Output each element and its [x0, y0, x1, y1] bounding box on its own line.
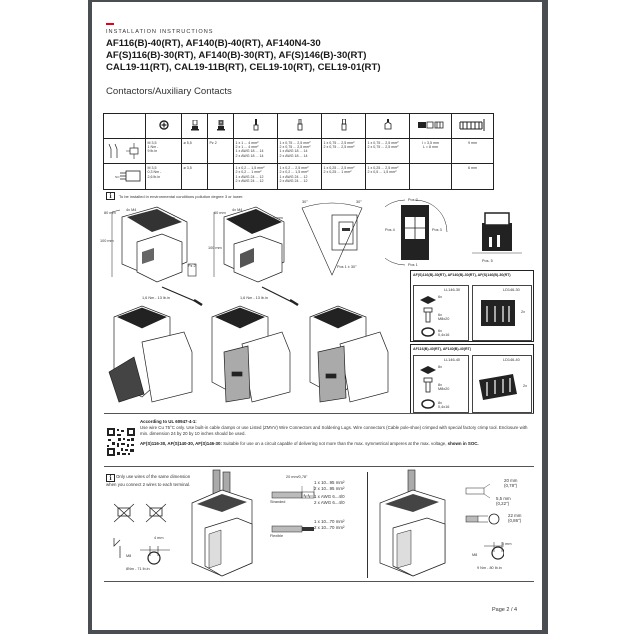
ferrule-insulated-icon [341, 119, 347, 131]
torque-label: 1,6 Nm - 13 lb.in [240, 296, 268, 300]
torque-label: 1,6 Nm - 13 lb.in [142, 296, 170, 300]
info-note-text: To be installed in environmental conditions pollution degree 3 or lower. [119, 193, 244, 199]
header-cell-torque [146, 114, 182, 139]
terminal-screw-diagram [110, 536, 180, 570]
contactor-with-wires-drawing [187, 468, 262, 578]
lug-width-spec: 22 mm (0,86") [508, 513, 522, 523]
lug-cell [410, 164, 452, 189]
terminal-width-label: 4 mm [154, 536, 164, 540]
header-cell-solid [234, 114, 278, 139]
assembly-steps-drawing [104, 302, 404, 410]
header-cell-ferrule-insulated [322, 114, 366, 139]
tool-label: Pz 2 [188, 264, 196, 268]
header-cell-pz-driver [208, 114, 234, 139]
ul-para-2: AF(S)116-30, AF(S)140-30, AF(S)146-30: Suitable for use on a circuit capable of delivering not more than the max. symmetrical amperes at the max. voltage, shown in SOC. [140, 441, 479, 446]
strip-length-label: 20 mm/0,78" [286, 475, 308, 479]
pozidriv-screw-icon [159, 120, 169, 130]
strip-length-icon [459, 119, 487, 131]
kit-panel: AF(S)116(B)-30(RT), AF140(B)-30(RT), AF(S)146(B)-30(RT) LL146-30 6x 6x M8x20 6x 0,4x16 LD146-30 2x [410, 270, 534, 342]
torque-label: 9 Nm - 80 lb.in [477, 566, 502, 570]
symbol-cell [104, 139, 146, 164]
terminal-width-label: 5 mm [502, 542, 512, 546]
pos-1-label: Pos 1 [408, 263, 418, 267]
info-icon: i [106, 474, 115, 482]
header-cell-ferrule [278, 114, 322, 139]
ferrule-insulated-cell: 1 x 0,75 ... 2,5 mm² 2 x 0,75 ... 2,5 mm² [322, 139, 366, 164]
angle-right-label: 30° [356, 200, 362, 204]
flexible-spec: 1 x 10...70 mm² 2 x 10...70 mm² [314, 519, 345, 530]
table-row [104, 139, 494, 164]
title-line: AF(S)116(B)-30(RT), AF140(B)-30(RT), AF(S)146(B)-30(RT) [106, 50, 367, 62]
screwdriver-pz-icon [217, 120, 225, 131]
pos-5-label: Pos. 5 [482, 259, 493, 263]
title-line: CAL19-11(RT), CAL19-11B(RT), CEL19-10(RT), CEL19-01(RT) [106, 62, 381, 74]
kit-panel: AF116(B)-40(RT), AF140(B)-40(RT) LL146-40 8x 8x M8x20 8x 0,4x16 LD146-40 2x [410, 344, 534, 414]
screw-size-label: M8 [126, 554, 132, 558]
twin-ferrule-cell: 1 x 0,25 ... 2,5 mm² 2 x 0,5 ... 1,5 mm² [366, 164, 410, 189]
dim-width-label: 60 mm [214, 211, 226, 215]
ul-notes [140, 419, 530, 447]
info-note [106, 192, 243, 200]
dim-height-label: 100 mm [100, 239, 114, 243]
document-page [92, 2, 542, 630]
header-cell-twin-ferrule [366, 114, 410, 139]
doc-kicker: INSTALLATION INSTRUCTIONS [106, 29, 214, 35]
pz-driver-cell [208, 164, 234, 189]
clearance-label: + 5 mm [162, 216, 175, 220]
screws-label: 4x M4 [232, 208, 243, 212]
svg-text:NO: NO [114, 174, 119, 179]
torque-cell: M 3,5 0,3 Nm - 2,6 lb.in [146, 164, 182, 189]
dim-width-label: 80 mm [104, 211, 116, 215]
terminal-cover-icon [477, 372, 521, 402]
twin-ferrule-cell: 1 x 0,75 ... 2,5 mm² 2 x 0,75 ... 2,5 mm² [366, 139, 410, 164]
twin-ferrule-icon [384, 119, 392, 131]
page-number: Page 2 / 4 [492, 607, 518, 613]
table-header-row [104, 114, 494, 139]
wiring-note: i Only use wires of the same dimension when you connect 2 wires to each terminal. [106, 474, 191, 487]
lug-length-spec: 20 mm (0,78") [504, 478, 518, 488]
step-3 [310, 306, 388, 402]
doc-subtitle: Contactors/Auxiliary Contacts [106, 86, 232, 97]
step-2 [212, 306, 290, 402]
step-1 [109, 306, 192, 402]
ferrule-cell: 1 x 0,2 ... 2,5 mm² 2 x 0,2 ... 1,5 mm² 1 x AWG 24 ... 12 2 x AWG 24 ... 12 [278, 164, 322, 189]
doc-title [106, 38, 381, 75]
kit-left-panel: LL146-30 6x 6x M8x20 6x 0,4x16 [413, 285, 469, 341]
contactor-coil-symbol [106, 141, 144, 161]
header-cell-flat-driver [182, 114, 208, 139]
ferrule-cell: 1 x 0,75 ... 2,5 mm² 2 x 0,75 ... 2,5 mm² 1 x AWG 18 ... 14 2 x AWG 18 ... 14 [278, 139, 322, 164]
auxiliary-contact-symbol [106, 166, 144, 186]
ul-heading: According to UL 60947-4-1: [140, 419, 197, 424]
solid-cell: 1 x 0,2 ... 1,5 mm² 2 x 0,2 ... 1 mm² 1 x AWG 24 ... 12 2 x AWG 24 ... 12 [234, 164, 278, 189]
vertical-divider [367, 472, 368, 578]
angle-left-label: 30° [302, 200, 308, 204]
screws-label: 4x M4 [126, 208, 137, 212]
angle-position-label: Pos 1 ± 30° [337, 265, 357, 269]
kit-right-panel: LD146-30 2x [472, 285, 532, 341]
screwdriver-flat-icon [191, 120, 199, 131]
pos-4-label: Pos 4 [385, 228, 395, 232]
ferrule-wire-icon [297, 119, 303, 131]
lug-hole-spec: 5,5 mm (0,22") [496, 496, 511, 506]
table-row [104, 164, 494, 189]
flexible-label: Flexible [270, 534, 284, 538]
strip-cell: 6 mm [452, 164, 494, 189]
pos-2-label: Pos 2 [408, 198, 418, 202]
header-cell-lug [410, 114, 452, 139]
info-icon: i [106, 192, 115, 200]
cable-lug-icon [418, 121, 444, 129]
contactor-with-lug-drawing [375, 468, 455, 578]
contactor-mounting-drawing-left [102, 202, 212, 307]
contactor-mounting-drawing-middle [204, 202, 304, 307]
header-cell-strip [452, 114, 494, 139]
qr-code[interactable] [106, 427, 136, 457]
kit-left-panel: LL146-40 8x 8x M8x20 8x 0,4x16 [413, 355, 469, 413]
section-divider [104, 466, 534, 467]
lug-cell: I = 3,5 mm L = 8 mm [410, 139, 452, 164]
stranded-label: Stranded [270, 500, 286, 504]
section-divider [104, 413, 534, 414]
stranded-spec: 1 x 10...95 mm² 2 x 10...95 mm² 1 x AWG 6...4/0 2 x AWG 6...4/0 [314, 480, 345, 505]
clearance-label: + 5 mm [270, 216, 283, 220]
incorrect-wiring-icons [114, 498, 174, 528]
title-line: AF116(B)-40(RT), AF140(B)-40(RT), AF140N4-30 [106, 38, 321, 49]
strip-cell: 9 mm [452, 139, 494, 164]
terminal-cover-icon [479, 298, 519, 328]
solid-wire-icon [253, 119, 259, 131]
solid-cell: 1 x 1 ... 4 mm² 2 x 1 ... 4 mm² 1 x AWG 18 ... 14 2 x AWG 18 ... 14 [234, 139, 278, 164]
header-cell-symbol [104, 114, 146, 139]
dim-height-label: 100 mm [208, 246, 222, 250]
symbol-cell [104, 164, 146, 189]
torque-label: 8Nm - 71 lb.in [126, 567, 150, 571]
section-divider [104, 581, 534, 582]
torque-cell: M 3,5 1 Nm - 9 lb.in [146, 139, 182, 164]
flat-driver-cell: ø 5,5 [182, 139, 208, 164]
accent-bar [106, 23, 114, 25]
ul-para-1: Use wire Cu 75°C only. Use built-in cable clamps or use Listed (ZMVV) Wire Connectors and Soldering Lugs. Wire connectors (Cable pole-shoe) crimped with special factory crimp tool. Enclosure with min. dimension 24 by 20 by 10 inches should be used. [140, 425, 528, 436]
spec-table [103, 113, 494, 190]
mounting-positions-diagram [385, 195, 535, 270]
cable-lug-diagram [464, 476, 504, 576]
flat-driver-cell: ø 3,5 [182, 164, 208, 189]
pz-driver-cell: Pz 2 [208, 139, 234, 164]
screw-size-label: M8 [472, 553, 478, 557]
kit-right-panel: LD146-40 2x [472, 355, 532, 413]
ferrule-insulated-cell: 1 x 0,25 ... 2,5 mm² 2 x 0,25 ... 1 mm² [322, 164, 366, 189]
pos-3-label: Pos 3 [432, 228, 442, 232]
